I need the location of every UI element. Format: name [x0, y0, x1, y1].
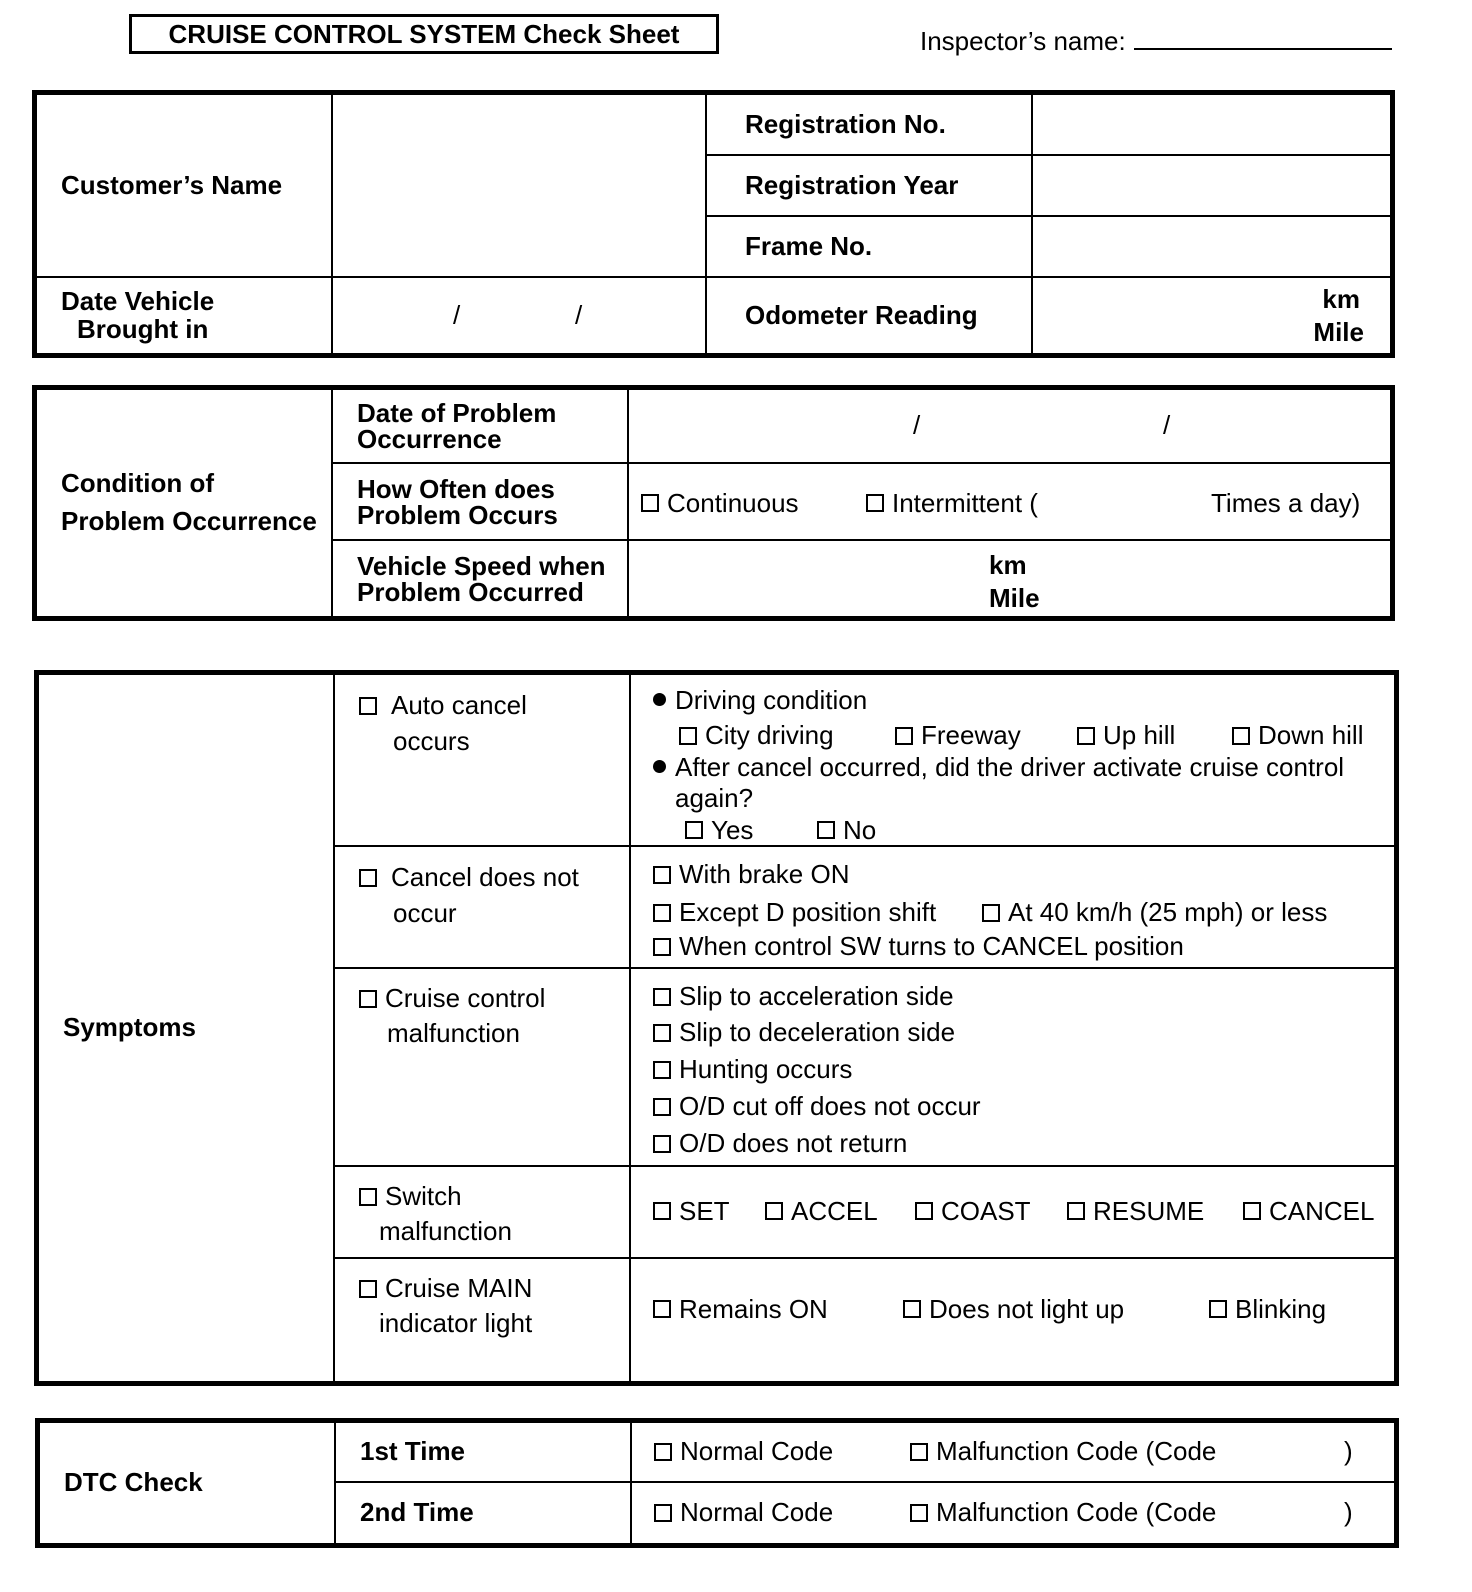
registration-no-field[interactable]	[1032, 94, 1391, 155]
after-cancel-line2: again?	[675, 783, 754, 814]
malfunction-code-option[interactable]	[910, 1436, 1216, 1467]
od-return-option[interactable]	[653, 1126, 907, 1162]
cc-malfunction-line2: malfunction	[387, 1018, 520, 1049]
checkbox-icon[interactable]	[679, 727, 697, 745]
unit-km: km	[989, 550, 1027, 580]
checkbox-icon[interactable]	[359, 1188, 377, 1206]
bullet-icon	[653, 760, 666, 773]
odometer-label: Odometer Reading	[706, 277, 1032, 354]
main-light-line1: Cruise MAIN	[385, 1272, 533, 1303]
checkbox-icon[interactable]	[653, 1098, 671, 1116]
od-return-label: O/D does not return	[679, 1127, 908, 1158]
dtc-table	[38, 1421, 1396, 1545]
switch-set-label: SET	[679, 1195, 730, 1226]
switch-accel-label: ACCEL	[791, 1195, 878, 1226]
up-hill-label: Up hill	[1103, 720, 1176, 751]
cc-malfunction-details	[630, 968, 1395, 1166]
first-time-options	[631, 1422, 1395, 1482]
switch-accel-option[interactable]	[765, 1196, 878, 1227]
auto-cancel-line2: occurs	[393, 726, 470, 757]
auto-cancel-line1: Auto cancel	[391, 690, 527, 720]
od-cutoff-option[interactable]	[653, 1089, 981, 1125]
second-time-options	[631, 1482, 1395, 1544]
close-paren: )	[1344, 1436, 1353, 1466]
switch-resume-option[interactable]	[1067, 1196, 1204, 1227]
odometer-field[interactable]	[1032, 277, 1391, 354]
speed-line2: Problem Occurred	[357, 576, 584, 607]
how-often-label	[332, 463, 628, 540]
problem-date-line2: Occurrence	[357, 424, 502, 454]
close-paren: )	[1344, 1497, 1353, 1527]
checkbox-icon[interactable]	[1067, 1202, 1085, 1220]
unit-mile: Mile	[1313, 316, 1364, 347]
switch-line2: malfunction	[379, 1216, 512, 1247]
main-indicator-option[interactable]	[334, 1258, 630, 1382]
no-label: No	[843, 814, 877, 845]
checkbox-icon[interactable]	[910, 1443, 928, 1461]
checkbox-icon[interactable]	[1243, 1202, 1261, 1220]
checkbox-icon[interactable]	[903, 1300, 921, 1318]
at-40-option[interactable]	[982, 895, 1327, 931]
bullet-icon	[653, 693, 666, 706]
checkbox-icon[interactable]	[653, 938, 671, 956]
customer-name-label: Customer’s Name	[36, 94, 332, 277]
customer-table	[35, 93, 1392, 355]
checkbox-icon[interactable]	[982, 904, 1000, 922]
switch-set-option[interactable]	[653, 1196, 730, 1227]
condition-label	[36, 389, 332, 617]
cancel-not-line2: occur	[393, 897, 457, 928]
od-cutoff-label: O/D cut off does not occur	[679, 1091, 981, 1121]
slip-accel-label: Slip to acceleration side	[679, 980, 954, 1011]
not-light-up-label: Does not light up	[929, 1293, 1125, 1324]
switch-resume-label: RESUME	[1093, 1195, 1205, 1226]
switch-coast-label: COAST	[941, 1195, 1031, 1226]
switch-cancel-label: CANCEL	[1269, 1195, 1375, 1226]
date-brought-in-label	[36, 277, 332, 354]
registration-no-label: Registration No.	[706, 94, 1032, 155]
times-a-day-label: Times a day)	[1211, 487, 1361, 518]
blinking-label: Blinking	[1235, 1293, 1327, 1324]
except-d-option[interactable]	[653, 895, 936, 931]
slip-accel-option[interactable]	[653, 979, 954, 1015]
checkbox-icon[interactable]	[653, 1061, 671, 1079]
checkbox-icon[interactable]	[910, 1504, 928, 1522]
with-brake-on-label: With brake ON	[679, 858, 850, 889]
checkbox-icon[interactable]	[1232, 727, 1250, 745]
symptoms-table	[37, 673, 1396, 1383]
switch-line1: Switch	[385, 1180, 462, 1211]
slip-decel-label: Slip to deceleration side	[679, 1017, 956, 1048]
continuous-label: Continuous	[667, 487, 799, 518]
cancel-not-occur-details	[630, 846, 1395, 968]
checkbox-icon[interactable]	[653, 1024, 671, 1042]
normal-code-option[interactable]	[654, 1436, 833, 1467]
condition-table	[35, 388, 1392, 618]
freeway-label: Freeway	[921, 720, 1021, 751]
checkbox-icon[interactable]	[653, 866, 671, 884]
continuous-option[interactable]	[641, 488, 799, 519]
hunting-label: Hunting occurs	[679, 1054, 853, 1085]
auto-cancel-details	[630, 674, 1395, 846]
remains-on-label: Remains ON	[679, 1293, 828, 1324]
after-cancel-line1: After cancel occurred, did the driver activate cruise control	[675, 752, 1345, 783]
main-light-line2: indicator light	[379, 1308, 533, 1339]
switch-malfunction-option[interactable]	[334, 1166, 630, 1258]
inspector-label: Inspector’s name:	[920, 26, 1126, 56]
speed-label	[332, 540, 628, 617]
hunting-option[interactable]	[653, 1052, 852, 1088]
up-hill-option[interactable]	[1077, 720, 1175, 751]
customer-name-field[interactable]	[332, 94, 706, 277]
checkbox-icon[interactable]	[654, 1504, 672, 1522]
switch-coast-option[interactable]	[915, 1196, 1031, 1227]
cc-malfunction-option[interactable]	[334, 968, 630, 1166]
checkbox-icon[interactable]	[765, 1202, 783, 1220]
condition-label-line2: Problem Occurrence	[61, 506, 317, 536]
yes-option[interactable]	[685, 815, 753, 846]
speed-field[interactable]	[628, 540, 1391, 617]
how-often-line2: Problem Occurs	[357, 499, 558, 530]
inspector-name-line[interactable]	[1134, 26, 1392, 50]
with-brake-on-option[interactable]	[653, 857, 850, 893]
no-option[interactable]	[817, 815, 876, 846]
checkbox-icon[interactable]	[915, 1202, 933, 1220]
slip-decel-option[interactable]	[653, 1015, 955, 1051]
cancel-not-occur-option[interactable]	[334, 846, 630, 968]
malfunction-code-option[interactable]	[910, 1497, 1216, 1528]
at-40-label: At 40 km/h (25 mph) or less	[1008, 897, 1328, 928]
normal-code-label: Normal Code	[680, 1497, 834, 1527]
freeway-option[interactable]	[895, 720, 1021, 751]
frame-no-field[interactable]	[1032, 216, 1391, 277]
unit-km: km	[1322, 284, 1360, 314]
switch-cancel-option[interactable]	[1243, 1196, 1374, 1227]
checkbox-icon[interactable]	[895, 727, 913, 745]
intermittent-label: Intermittent (	[892, 487, 1038, 518]
malfunction-code-label: Malfunction Code (Code	[936, 1436, 1217, 1466]
yes-label: Yes	[711, 814, 754, 845]
checkbox-icon[interactable]	[359, 869, 377, 887]
inspector-name-field[interactable]	[920, 26, 1392, 57]
normal-code-option[interactable]	[654, 1497, 833, 1528]
city-driving-option[interactable]	[679, 720, 834, 751]
down-hill-option[interactable]	[1232, 720, 1364, 751]
problem-date-field[interactable]	[628, 389, 1391, 463]
registration-year-field[interactable]	[1032, 155, 1391, 216]
checkbox-icon[interactable]	[359, 990, 377, 1008]
auto-cancel-option[interactable]	[334, 674, 630, 846]
how-often-options	[628, 463, 1391, 540]
checkbox-icon[interactable]	[654, 1443, 672, 1461]
when-control-sw-label: When control SW turns to CANCEL position	[679, 931, 1184, 962]
checkbox-icon[interactable]	[1077, 727, 1095, 745]
normal-code-label: Normal Code	[680, 1436, 834, 1466]
checkbox-icon[interactable]	[653, 1300, 671, 1318]
speed-line1: Vehicle Speed when	[357, 550, 606, 581]
unit-mile: Mile	[989, 582, 1040, 613]
page-title: CRUISE CONTROL SYSTEM Check Sheet	[129, 14, 719, 54]
frame-no-label: Frame No.	[706, 216, 1032, 277]
not-light-up-option[interactable]	[903, 1294, 1124, 1325]
checkbox-icon[interactable]	[685, 821, 703, 839]
switch-options	[630, 1166, 1395, 1258]
checkbox-icon[interactable]	[653, 1135, 671, 1153]
symptoms-label: Symptoms	[38, 674, 334, 1382]
intermittent-option[interactable]	[866, 488, 1038, 519]
checkbox-icon[interactable]	[817, 821, 835, 839]
city-driving-label: City driving	[705, 720, 834, 751]
driving-condition-label: Driving condition	[675, 685, 868, 715]
remains-on-option[interactable]	[653, 1294, 828, 1325]
condition-label-line1: Condition of	[61, 468, 215, 499]
second-time-label: 2nd Time	[335, 1482, 631, 1544]
date-brought-in-line2: Brought in	[77, 313, 209, 344]
checkbox-icon[interactable]	[359, 697, 377, 715]
first-time-label: 1st Time	[335, 1422, 631, 1482]
except-d-label: Except D position shift	[679, 897, 937, 928]
date-brought-in-line1: Date Vehicle	[61, 286, 215, 317]
checkbox-icon[interactable]	[866, 494, 884, 512]
checkbox-icon[interactable]	[641, 494, 659, 512]
checkbox-icon[interactable]	[653, 988, 671, 1006]
date-separator: /	[1163, 410, 1171, 440]
cancel-not-line1: Cancel does not	[391, 861, 579, 892]
date-separator: /	[913, 410, 921, 440]
main-indicator-options	[630, 1258, 1395, 1382]
down-hill-label: Down hill	[1258, 720, 1364, 751]
problem-date-label	[332, 389, 628, 463]
checkbox-icon[interactable]	[1209, 1300, 1227, 1318]
registration-year-label: Registration Year	[706, 155, 1032, 216]
date-brought-in-field[interactable]	[332, 277, 706, 354]
dtc-label: DTC Check	[39, 1422, 335, 1544]
blinking-option[interactable]	[1209, 1294, 1326, 1325]
cc-malfunction-line1: Cruise control	[385, 982, 546, 1013]
when-control-sw-option[interactable]	[653, 929, 1184, 965]
how-often-line1: How Often does	[357, 473, 555, 504]
date-separator: /	[575, 299, 583, 330]
checkbox-icon[interactable]	[359, 1280, 377, 1298]
problem-date-line1: Date of Problem	[357, 398, 557, 428]
checkbox-icon[interactable]	[653, 1202, 671, 1220]
malfunction-code-label: Malfunction Code (Code	[936, 1497, 1217, 1527]
date-separator: /	[453, 299, 461, 330]
checkbox-icon[interactable]	[653, 904, 671, 922]
